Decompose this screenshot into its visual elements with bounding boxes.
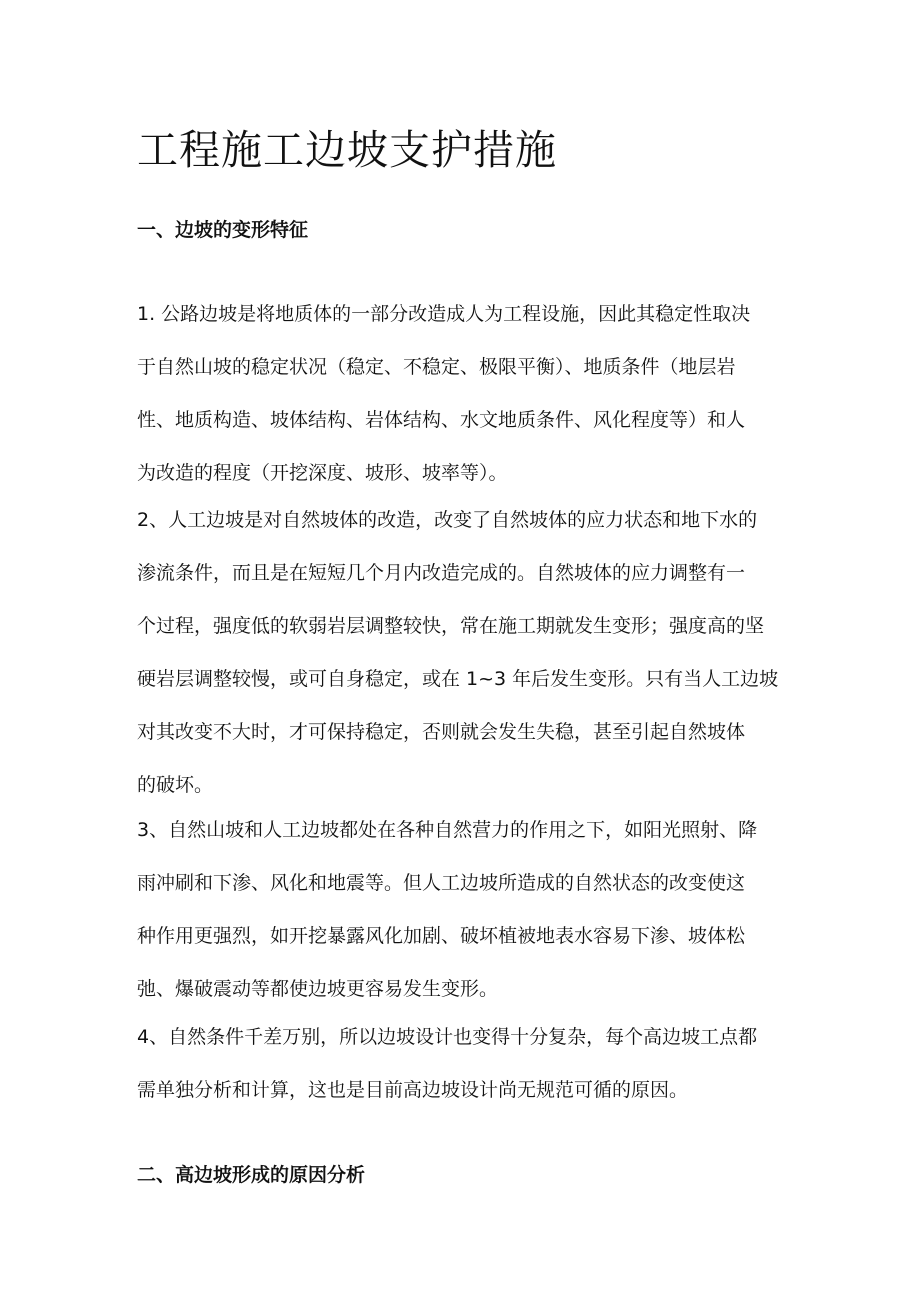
paragraph-2 (137, 494, 797, 812)
paragraph-3 (137, 804, 797, 1016)
paragraph-line: 弛、爆破震动等都使边坡更容易发生变形。 (137, 978, 499, 1000)
paragraph-line: 的破坏。 (137, 774, 214, 796)
document-title: 工程施工边坡支护措施 (137, 126, 557, 174)
paragraph-4 (137, 1011, 797, 1117)
paragraph-line: 3、自然山坡和人工边坡都处在各种自然营力的作用之下，如阳光照射、降 (137, 819, 758, 841)
paragraph-line: 1. 公路边坡是将地质体的一部分改造成人为工程设施，因此其稳定性取决 (137, 303, 751, 325)
paragraph-line: 渗流条件，而且是在短短几个月内改造完成的。自然坡体的应力调整有一 (137, 562, 746, 584)
paragraph-line: 性、地质构造、坡体结构、岩体结构、水文地质条件、风化程度等）和人 (137, 409, 746, 431)
paragraph-line: 为改造的程度（开挖深度、坡形、坡率等）。 (137, 462, 508, 484)
paragraph-line: 个过程，强度低的软弱岩层调整较快，常在施工期就发生变形；强度高的坚 (137, 615, 765, 637)
paragraph-line: 4、自然条件千差万别，所以边坡设计也变得十分复杂，每个高边坡工点都 (137, 1026, 758, 1048)
section-heading-1: 一、边坡的变形特征 (137, 219, 309, 241)
paragraph-line: 对其改变不大时，才可保持稳定，否则就会发生失稳，甚至引起自然坡体 (137, 721, 746, 743)
paragraph-line: 2、人工边坡是对自然坡体的改造，改变了自然坡体的应力状态和地下水的 (137, 509, 758, 531)
paragraph-1 (137, 288, 797, 500)
paragraph-line: 种作用更强烈，如开挖暴露风化加剧、破坏植被地表水容易下渗、坡体松 (137, 925, 746, 947)
paragraph-line: 硬岩层调整较慢，或可自身稳定，或在 1~3 年后发生变形。只有当人工边坡 (137, 668, 779, 690)
paragraph-line: 需单独分析和计算，这也是目前高边坡设计尚无规范可循的原因。 (137, 1079, 689, 1101)
section-heading-2: 二、高边坡形成的原因分析 (137, 1164, 366, 1186)
paragraph-line: 雨冲刷和下渗、风化和地震等。但人工边坡所造成的自然状态的改变使这 (137, 872, 746, 894)
paragraph-line: 于自然山坡的稳定状况（稳定、不稳定、极限平衡）、地质条件（地层岩 (137, 356, 736, 378)
